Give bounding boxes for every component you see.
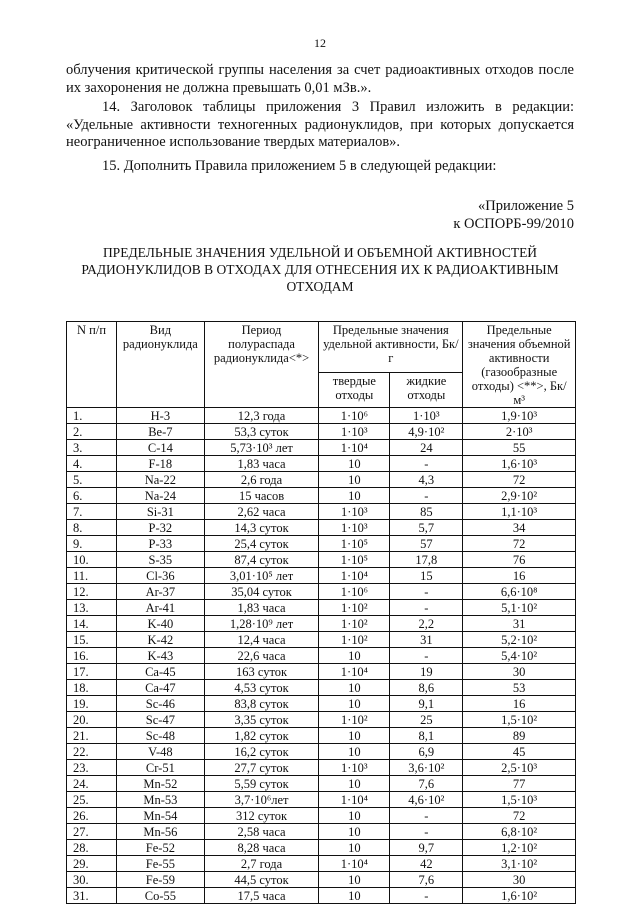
liquid-limit: - — [390, 456, 463, 472]
gas-limit: 1,6·10³ — [463, 456, 576, 472]
nuclide: K-40 — [117, 616, 205, 632]
row-number: 5. — [67, 472, 117, 488]
liquid-limit: 8,1 — [390, 728, 463, 744]
row-number: 8. — [67, 520, 117, 536]
row-number: 2. — [67, 424, 117, 440]
row-number: 26. — [67, 808, 117, 824]
liquid-limit: 8,6 — [390, 680, 463, 696]
table-row — [67, 696, 576, 712]
row-number: 3. — [67, 440, 117, 456]
solid-limit: 10 — [319, 808, 390, 824]
half-life: 2,6 года — [204, 472, 319, 488]
table-row — [67, 792, 576, 808]
appendix-line-1: «Приложение 5 — [478, 198, 574, 214]
solid-limit: 1·10⁵ — [319, 552, 390, 568]
liquid-limit: 25 — [390, 712, 463, 728]
half-life: 3,7·10⁶лет — [204, 792, 319, 808]
gas-limit: 77 — [463, 776, 576, 792]
table-row — [67, 872, 576, 888]
solid-limit: 10 — [319, 744, 390, 760]
page-number: 12 — [314, 36, 326, 50]
header-volumetric-activity: Предельные значения объемной активности (газообразные отходы) <**>, Бк/м³ — [463, 322, 576, 408]
gas-limit: 5,2·10² — [463, 632, 576, 648]
solid-limit: 10 — [319, 696, 390, 712]
liquid-limit: - — [390, 488, 463, 504]
table-row — [67, 408, 576, 424]
table-row — [67, 456, 576, 472]
liquid-limit: 4,6·10² — [390, 792, 463, 808]
liquid-limit: 2,2 — [390, 616, 463, 632]
half-life: 35,04 суток — [204, 584, 319, 600]
nuclide: Mn-56 — [117, 824, 205, 840]
nuclide: Be-7 — [117, 424, 205, 440]
nuclide: P-33 — [117, 536, 205, 552]
row-number: 16. — [67, 648, 117, 664]
half-life: 4,53 суток — [204, 680, 319, 696]
paragraph-continuation: облучения критической группы населения за счет радиоактивных отходов после их захоронения не должна превышать 0,01 мЗв.». — [66, 62, 574, 96]
half-life: 2,58 часа — [204, 824, 319, 840]
row-number: 19. — [67, 696, 117, 712]
liquid-limit: 4,9·10² — [390, 424, 463, 440]
liquid-limit: 3,6·10² — [390, 760, 463, 776]
row-number: 25. — [67, 792, 117, 808]
gas-limit: 53 — [463, 680, 576, 696]
solid-limit: 10 — [319, 888, 390, 904]
solid-limit: 1·10⁵ — [319, 536, 390, 552]
solid-limit: 10 — [319, 840, 390, 856]
header-solid: твердые отходы — [319, 373, 390, 408]
half-life: 8,28 часа — [204, 840, 319, 856]
table-row — [67, 712, 576, 728]
row-number: 15. — [67, 632, 117, 648]
nuclide: Fe-55 — [117, 856, 205, 872]
table-row — [67, 568, 576, 584]
half-life: 5,73·10³ лет — [204, 440, 319, 456]
table-row — [67, 504, 576, 520]
solid-limit: 1·10⁴ — [319, 792, 390, 808]
nuclide: Mn-53 — [117, 792, 205, 808]
row-number: 11. — [67, 568, 117, 584]
gas-limit: 2·10³ — [463, 424, 576, 440]
row-number: 27. — [67, 824, 117, 840]
liquid-limit: 85 — [390, 504, 463, 520]
nuclide: Mn-52 — [117, 776, 205, 792]
table-heading — [60, 244, 580, 295]
liquid-limit: 15 — [390, 568, 463, 584]
nuclide: Fe-52 — [117, 840, 205, 856]
solid-limit: 1·10² — [319, 600, 390, 616]
table-row — [67, 600, 576, 616]
gas-limit: 1,9·10³ — [463, 408, 576, 424]
gas-limit: 16 — [463, 696, 576, 712]
solid-limit: 1·10⁴ — [319, 664, 390, 680]
half-life: 15 часов — [204, 488, 319, 504]
half-life: 3,01·10⁵ лет — [204, 568, 319, 584]
solid-limit: 1·10³ — [319, 504, 390, 520]
solid-limit: 10 — [319, 648, 390, 664]
nuclide: K-42 — [117, 632, 205, 648]
gas-limit: 5,4·10² — [463, 648, 576, 664]
solid-limit: 1·10⁶ — [319, 408, 390, 424]
row-number: 21. — [67, 728, 117, 744]
half-life: 2,7 года — [204, 856, 319, 872]
half-life: 17,5 часа — [204, 888, 319, 904]
solid-limit: 1·10⁴ — [319, 856, 390, 872]
table-row — [67, 488, 576, 504]
table-row — [67, 744, 576, 760]
half-life: 1,83 часа — [204, 456, 319, 472]
solid-limit: 10 — [319, 824, 390, 840]
row-number: 7. — [67, 504, 117, 520]
row-number: 13. — [67, 600, 117, 616]
solid-limit: 1·10³ — [319, 424, 390, 440]
solid-limit: 10 — [319, 472, 390, 488]
gas-limit: 1,6·10² — [463, 888, 576, 904]
gas-limit: 72 — [463, 808, 576, 824]
row-number: 9. — [67, 536, 117, 552]
liquid-limit: - — [390, 584, 463, 600]
nuclide: Ar-41 — [117, 600, 205, 616]
nuclide: S-35 — [117, 552, 205, 568]
liquid-limit: 24 — [390, 440, 463, 456]
gas-limit: 5,1·10² — [463, 600, 576, 616]
header-nuclide: Вид радионуклида — [117, 322, 205, 408]
liquid-limit: 17,8 — [390, 552, 463, 568]
header-liquid: жидкие отходы — [390, 373, 463, 408]
nuclide: Cr-51 — [117, 760, 205, 776]
nuclide: V-48 — [117, 744, 205, 760]
gas-limit: 30 — [463, 872, 576, 888]
nuclide: Ca-47 — [117, 680, 205, 696]
gas-limit: 1,5·10³ — [463, 792, 576, 808]
gas-limit: 34 — [463, 520, 576, 536]
gas-limit: 16 — [463, 568, 576, 584]
gas-limit: 31 — [463, 616, 576, 632]
gas-limit: 3,1·10² — [463, 856, 576, 872]
table-row — [67, 472, 576, 488]
solid-limit: 1·10² — [319, 712, 390, 728]
liquid-limit: 5,7 — [390, 520, 463, 536]
nuclide: F-18 — [117, 456, 205, 472]
solid-limit: 10 — [319, 456, 390, 472]
paragraph-item-15: 15. Дополнить Правила приложением 5 в следующей редакции: — [102, 158, 497, 174]
nuclide: P-32 — [117, 520, 205, 536]
header-number: N п/п — [67, 322, 117, 408]
gas-limit: 72 — [463, 472, 576, 488]
half-life: 87,4 суток — [204, 552, 319, 568]
half-life: 83,8 суток — [204, 696, 319, 712]
liquid-limit: 6,9 — [390, 744, 463, 760]
liquid-limit: 1·10³ — [390, 408, 463, 424]
row-number: 1. — [67, 408, 117, 424]
solid-limit: 10 — [319, 680, 390, 696]
nuclide: Si-31 — [117, 504, 205, 520]
half-life: 12,3 года — [204, 408, 319, 424]
row-number: 31. — [67, 888, 117, 904]
liquid-limit: 4,3 — [390, 472, 463, 488]
gas-limit: 1,5·10² — [463, 712, 576, 728]
liquid-limit: - — [390, 808, 463, 824]
header-half-life: Период полураспада радионуклида<*> — [204, 322, 319, 408]
liquid-limit: - — [390, 888, 463, 904]
solid-limit: 10 — [319, 488, 390, 504]
half-life: 312 суток — [204, 808, 319, 824]
table-row — [67, 824, 576, 840]
liquid-limit: - — [390, 600, 463, 616]
solid-limit: 1·10² — [319, 632, 390, 648]
gas-limit: 30 — [463, 664, 576, 680]
nuclide: Mn-54 — [117, 808, 205, 824]
liquid-limit: - — [390, 648, 463, 664]
half-life: 25,4 суток — [204, 536, 319, 552]
half-life: 16,2 суток — [204, 744, 319, 760]
half-life: 5,59 суток — [204, 776, 319, 792]
half-life: 1,28·10⁹ лет — [204, 616, 319, 632]
table-row — [67, 632, 576, 648]
half-life: 2,62 часа — [204, 504, 319, 520]
table-row — [67, 776, 576, 792]
gas-limit: 2,5·10³ — [463, 760, 576, 776]
table-row — [67, 648, 576, 664]
table-row — [67, 760, 576, 776]
nuclide: Ar-37 — [117, 584, 205, 600]
nuclide: K-43 — [117, 648, 205, 664]
half-life: 163 суток — [204, 664, 319, 680]
header-specific-activity: Предельные значения удельной активности, Бк/г — [319, 322, 463, 373]
gas-limit: 76 — [463, 552, 576, 568]
heading-line-1: ПРЕДЕЛЬНЫЕ ЗНАЧЕНИЯ УДЕЛЬНОЙ И ОБЪЕМНОЙ АКТИВНОСТЕЙ — [102, 245, 538, 260]
liquid-limit: 9,7 — [390, 840, 463, 856]
row-number: 4. — [67, 456, 117, 472]
half-life: 1,83 часа — [204, 600, 319, 616]
heading-line-2: РАДИОНУКЛИДОВ В ОТХОДАХ ДЛЯ ОТНЕСЕНИЯ ИХ К РАДИОАКТИВНЫМ — [81, 262, 559, 277]
half-life: 14,3 суток — [204, 520, 319, 536]
half-life: 27,7 суток — [204, 760, 319, 776]
gas-limit: 55 — [463, 440, 576, 456]
gas-limit: 72 — [463, 536, 576, 552]
table-row — [67, 536, 576, 552]
nuclide: Na-22 — [117, 472, 205, 488]
solid-limit: 1·10⁴ — [319, 568, 390, 584]
radionuclide-limits-table — [66, 321, 576, 904]
liquid-limit: 19 — [390, 664, 463, 680]
solid-limit: 1·10³ — [319, 760, 390, 776]
gas-limit: 45 — [463, 744, 576, 760]
nuclide: Cl-36 — [117, 568, 205, 584]
row-number: 10. — [67, 552, 117, 568]
appendix-reference — [453, 197, 574, 233]
row-number: 24. — [67, 776, 117, 792]
half-life: 1,82 суток — [204, 728, 319, 744]
row-number: 18. — [67, 680, 117, 696]
row-number: 6. — [67, 488, 117, 504]
half-life: 3,35 суток — [204, 712, 319, 728]
row-number: 22. — [67, 744, 117, 760]
gas-limit: 1,1·10³ — [463, 504, 576, 520]
table-row — [67, 808, 576, 824]
liquid-limit: 9,1 — [390, 696, 463, 712]
table-row — [67, 424, 576, 440]
gas-limit: 2,9·10² — [463, 488, 576, 504]
row-number: 20. — [67, 712, 117, 728]
table-row — [67, 520, 576, 536]
solid-limit: 1·10⁴ — [319, 440, 390, 456]
liquid-limit: 31 — [390, 632, 463, 648]
heading-line-3: ОТХОДАМ — [286, 279, 354, 294]
paragraph-item-14: 14. Заголовок таблицы приложения 3 Правил изложить в редакции: «Удельные активности техногенных радионуклидов, при которых допускается неограниченное использование твердых материалов». — [66, 99, 574, 150]
liquid-limit: - — [390, 824, 463, 840]
liquid-limit: 42 — [390, 856, 463, 872]
table-row — [67, 584, 576, 600]
liquid-limit: 7,6 — [390, 776, 463, 792]
gas-limit: 1,2·10² — [463, 840, 576, 856]
nuclide: H-3 — [117, 408, 205, 424]
solid-limit: 1·10² — [319, 616, 390, 632]
solid-limit: 1·10⁶ — [319, 584, 390, 600]
nuclide: Fe-59 — [117, 872, 205, 888]
gas-limit: 89 — [463, 728, 576, 744]
row-number: 14. — [67, 616, 117, 632]
gas-limit: 6,6·10⁸ — [463, 584, 576, 600]
liquid-limit: 57 — [390, 536, 463, 552]
half-life: 22,6 часа — [204, 648, 319, 664]
table-row — [67, 664, 576, 680]
half-life: 44,5 суток — [204, 872, 319, 888]
nuclide: Sc-46 — [117, 696, 205, 712]
table-row — [67, 680, 576, 696]
solid-limit: 10 — [319, 728, 390, 744]
solid-limit: 10 — [319, 776, 390, 792]
row-number: 17. — [67, 664, 117, 680]
table-row — [67, 840, 576, 856]
row-number: 12. — [67, 584, 117, 600]
solid-limit: 10 — [319, 872, 390, 888]
nuclide: Sc-47 — [117, 712, 205, 728]
row-number: 28. — [67, 840, 117, 856]
table-row — [67, 440, 576, 456]
row-number: 29. — [67, 856, 117, 872]
nuclide: Co-55 — [117, 888, 205, 904]
row-number: 30. — [67, 872, 117, 888]
nuclide: C-14 — [117, 440, 205, 456]
solid-limit: 1·10³ — [319, 520, 390, 536]
nuclide: Ca-45 — [117, 664, 205, 680]
table-row — [67, 856, 576, 872]
nuclide: Na-24 — [117, 488, 205, 504]
table-row — [67, 616, 576, 632]
table-row — [67, 888, 576, 904]
gas-limit: 6,8·10² — [463, 824, 576, 840]
half-life: 12,4 часа — [204, 632, 319, 648]
half-life: 53,3 суток — [204, 424, 319, 440]
table-row — [67, 552, 576, 568]
nuclide: Sc-48 — [117, 728, 205, 744]
appendix-line-2: к ОСПОРБ-99/2010 — [453, 216, 574, 232]
liquid-limit: 7,6 — [390, 872, 463, 888]
row-number: 23. — [67, 760, 117, 776]
table-row — [67, 728, 576, 744]
